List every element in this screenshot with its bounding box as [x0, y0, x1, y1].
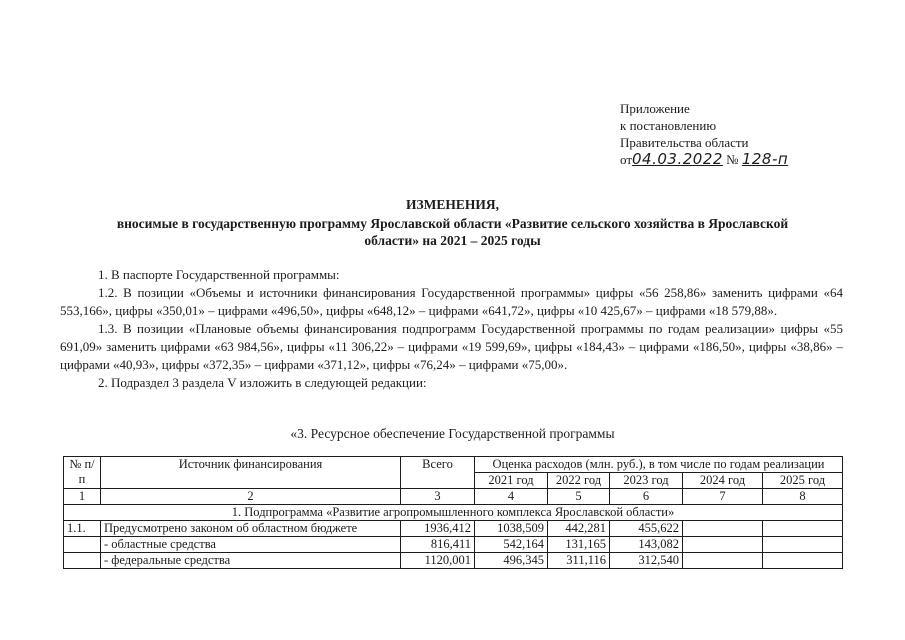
col-number: 7 [683, 489, 763, 505]
row-source: Предусмотрено законом об областном бюджете [101, 521, 401, 537]
col-number: 1 [64, 489, 101, 505]
paragraph-1: 1. В паспорте Государственной программы: [98, 267, 340, 282]
paragraph-3: 1.3. В позиции «Плановые объемы финансирования подпрограмм Государственной программы по годам реализации» цифры «55 691,09» заменить цифрами «63 984,56», цифры «11 306,22» – цифрами «19 599,69», цифры «184,43» – цифрами «186,50», цифры «38,86» – цифрами «40,93», цифры «372,35» – цифрами «371,12», цифры «76,24» – цифрами «75,00». [60, 321, 843, 372]
col-number: 4 [475, 489, 548, 505]
row-2024 [683, 537, 763, 553]
header-year-2024: 2024 год [683, 473, 763, 489]
paragraph-2: 1.2. В позиции «Объемы и источники финансирования Государственной программы» цифры «56 258,86» заменить цифрами «64 553,166», цифры «350,01» – цифрами «496,50», цифры «648,12» – цифрами «641,72», цифры «10 425,67» – цифрами «18 579,88». [60, 285, 843, 318]
header-year-2021: 2021 год [475, 473, 548, 489]
appendix-date-line [620, 151, 788, 168]
row-source: - областные средства [101, 537, 401, 553]
row-2021: 542,164 [475, 537, 548, 553]
table-row [64, 521, 843, 537]
table-header-row-1 [64, 457, 843, 473]
header-source: Источник финансирования [101, 457, 401, 489]
row-2022: 311,116 [548, 553, 610, 569]
row-2023: 312,540 [610, 553, 683, 569]
document-subtitle-line-2: области» на 2021 – 2025 годы [364, 233, 541, 248]
table-row [64, 553, 843, 569]
header-estimate: Оценка расходов (млн. руб.), в том числе по годам реализации [475, 457, 843, 473]
row-2025 [763, 553, 843, 569]
handwritten-number: 128-п [741, 150, 789, 168]
document-subtitle-line-1: вносимые в государственную программу Ярославской области «Развитие сельского хозяйства в Ярославской [116, 216, 789, 231]
header-year-2025: 2025 год [763, 473, 843, 489]
number-sign: № [726, 152, 739, 167]
col-number: 5 [548, 489, 610, 505]
subprogram-title: 1. Подпрограмма «Развитие агропромышленного комплекса Ярославской области» [64, 505, 843, 521]
section-title: «3. Ресурсное обеспечение Государственной программы [290, 426, 615, 441]
row-total: 816,411 [401, 537, 475, 553]
appendix-from: от [620, 152, 633, 167]
row-2024 [683, 521, 763, 537]
paragraph-4: 2. Подраздел 3 раздела V изложить в следующей редакции: [98, 375, 427, 390]
header-num: № п/п [64, 457, 101, 489]
paragraphs-block [60, 266, 843, 392]
col-number: 3 [401, 489, 475, 505]
header-year-2022: 2022 год [548, 473, 610, 489]
row-2022: 442,281 [548, 521, 610, 537]
row-2022: 131,165 [548, 537, 610, 553]
handwritten-date: 04.03.2022 [632, 150, 723, 168]
row-2024 [683, 553, 763, 569]
row-2021: 496,345 [475, 553, 548, 569]
row-num [64, 553, 101, 569]
row-num: 1.1. [64, 521, 101, 537]
col-number: 6 [610, 489, 683, 505]
appendix-line-3: Правительства области [620, 135, 749, 150]
table-row [64, 537, 843, 553]
header-year-2023: 2023 год [610, 473, 683, 489]
appendix-line-1: Приложение [620, 101, 690, 116]
row-2025 [763, 537, 843, 553]
row-2023: 143,082 [610, 537, 683, 553]
col-number: 2 [101, 489, 401, 505]
row-total: 1120,001 [401, 553, 475, 569]
appendix-line-2: к постановлению [620, 118, 717, 133]
column-number-row [64, 489, 843, 505]
row-total: 1936,412 [401, 521, 475, 537]
header-total: Всего [401, 457, 475, 489]
col-number: 8 [763, 489, 843, 505]
appendix-block [620, 100, 788, 168]
row-source: - федеральные средства [101, 553, 401, 569]
row-2025 [763, 521, 843, 537]
document-title: ИЗМЕНЕНИЯ, [405, 197, 499, 212]
row-2021: 1038,509 [475, 521, 548, 537]
subprogram-row [64, 505, 843, 521]
resource-table [63, 456, 843, 569]
row-num [64, 537, 101, 553]
row-2023: 455,622 [610, 521, 683, 537]
